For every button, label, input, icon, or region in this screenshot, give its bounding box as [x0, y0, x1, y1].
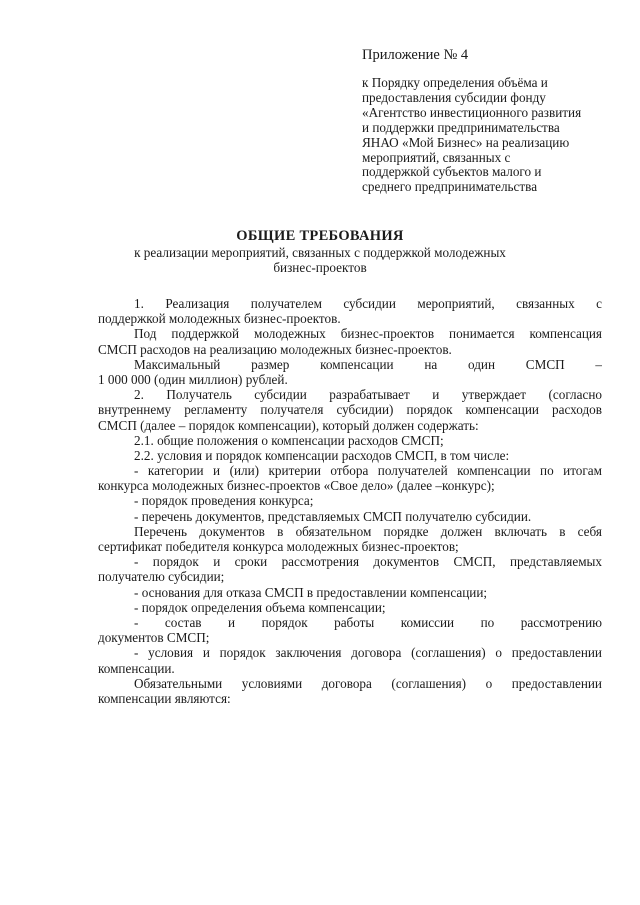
appendix-block [362, 46, 612, 195]
appendix-line: среднего предпринимательства [362, 179, 538, 195]
body-line: компенсации являются: [98, 690, 231, 706]
document-subtitle-line: бизнес-проектов [273, 260, 367, 275]
body-line: - категории и (или) критерии отбора получателей компенсации по итогам [134, 463, 602, 479]
body-line: компенсации. [98, 660, 175, 676]
document-body [98, 296, 602, 706]
body-line: СМСП (далее – порядок компенсации), который должен содержать: [98, 417, 479, 433]
body-line: СМСП расходов на реализацию молодежных бизнес-проектов. [98, 341, 452, 357]
document-heading [0, 227, 640, 275]
body-line: - перечень документов, представляемых СМСП получателю субсидии. [134, 508, 532, 524]
body-line: 2. Получатель субсидии разрабатывает и утверждает (согласно [134, 387, 602, 403]
appendix-line: предоставления субсидии фонду [362, 89, 546, 105]
body-line: 2.2. условия и порядок компенсации расходов СМСП, в том числе: [134, 447, 510, 463]
body-line: конкурса молодежных бизнес-проектов «Свое дело» (далее –конкурс); [98, 478, 495, 494]
body-line: Перечень документов в обязательном порядке должен включать в себя [134, 523, 602, 539]
body-line: сертификат победителя конкурса молодежных бизнес-проектов; [98, 539, 459, 554]
appendix-title: Приложение № 4 [362, 47, 469, 63]
body-line: Максимальный размер компенсации на один СМСП – [134, 356, 602, 372]
body-line: 1. Реализация получателем субсидии мероприятий, связанных с [134, 296, 602, 311]
appendix-line: к Порядку определения объёма и [362, 75, 548, 90]
body-line: Обязательными условиями договора (соглашения) о предоставлении [134, 675, 602, 691]
appendix-line: мероприятий, связанных с [362, 149, 511, 165]
body-line: - порядок определения объема компенсации; [134, 599, 386, 615]
body-line: поддержкой молодежных бизнес-проектов. [98, 311, 341, 327]
body-line: - условия и порядок заключения договора (соглашения) о предоставлении [134, 645, 602, 661]
body-line: Под поддержкой молодежных бизнес-проектов понимается компенсация [134, 326, 602, 342]
body-line: 1 000 000 (один миллион) рублей. [98, 371, 288, 387]
body-line: документов СМСП; [98, 630, 210, 646]
body-line: - порядок проведения конкурса; [134, 493, 314, 509]
body-line: - основания для отказа СМСП в предоставлении компенсации; [134, 584, 488, 600]
document-title: ОБЩИЕ ТРЕБОВАНИЯ [236, 228, 404, 244]
body-line: - состав и порядок работы комиссии по рассмотрению [134, 614, 602, 630]
body-line: получателю субсидии; [98, 569, 225, 585]
appendix-line: «Агентство инвестиционного развития [362, 104, 582, 120]
appendix-line: ЯНАО «Мой Бизнес» на реализацию [362, 134, 570, 150]
appendix-line: и поддержки предпринимательства [362, 119, 560, 135]
body-line: 2.1. общие положения о компенсации расходов СМСП; [134, 432, 444, 448]
appendix-line: поддержкой субъектов малого и [362, 164, 542, 180]
document-subtitle-line: к реализации мероприятий, связанных с поддержкой молодежных [134, 245, 506, 260]
body-line: внутреннему регламенту получателя субсидии) порядок компенсации расходов [98, 402, 602, 418]
body-line: - порядок и сроки рассмотрения документов СМСП, представляемых [134, 554, 602, 570]
appendix-reference [362, 76, 612, 195]
